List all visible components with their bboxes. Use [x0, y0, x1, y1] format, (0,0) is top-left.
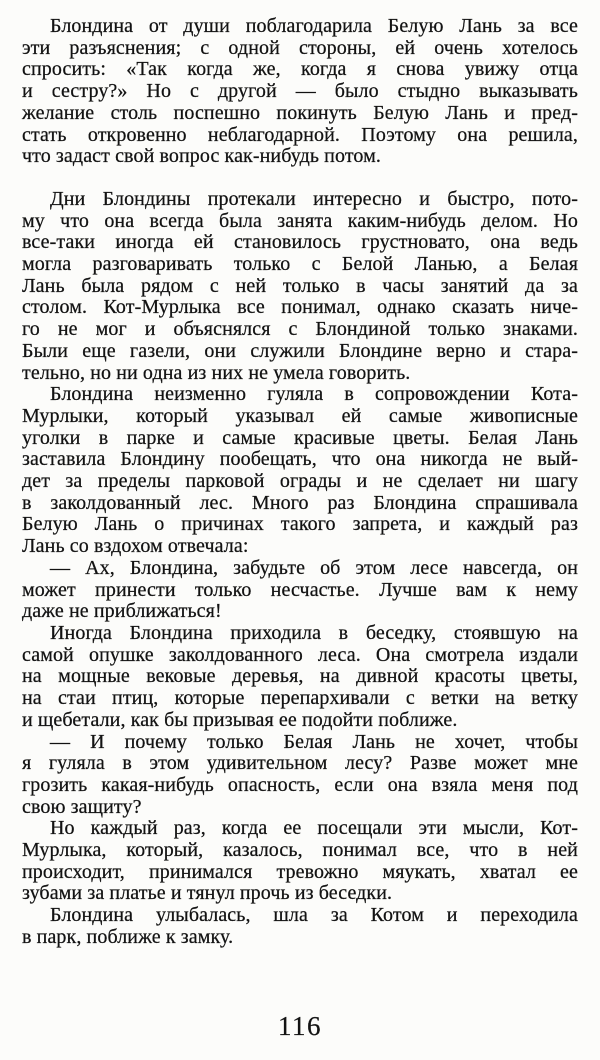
- text-line: зубами за платье и тянул прочь из беседки.: [22, 882, 393, 905]
- text-line: я гуляла в этом удивительном лесу? Разве может мне: [22, 752, 578, 775]
- text-line: спросить: «Так когда же, когда я снова увижу отца: [22, 58, 578, 81]
- paragraph-5: [22, 623, 578, 732]
- text-line: на мощные вековые деревья, на дивной красоты цветы,: [22, 665, 578, 688]
- text-line: уголки в парке и самые красивые цветы. Белая Лань: [22, 426, 578, 449]
- text-line: — И почему только Белая Лань не хочет, чтобы: [50, 730, 578, 753]
- text-line: может принести только несчастье. Лучше вам к нему: [22, 578, 578, 601]
- text-line: могла разговаривать только с Белой Ланью, а Белая: [22, 253, 578, 276]
- text-line: стать откровенно неблагодарной. Поэтому она решила,: [22, 123, 578, 146]
- text-line: Но каждый раз, когда ее посещали эти мысли, Кот-: [50, 817, 578, 840]
- text-line: Блондина неизменно гуляла в сопровождении Кота-: [50, 383, 578, 406]
- text-line: что задаст свой вопрос как-нибудь потом.: [22, 145, 381, 168]
- text-line: Мурлыки, который указывал ей самые живописные: [22, 404, 578, 427]
- paragraph-3: [22, 384, 578, 558]
- text-line: происходит, принимался тревожно мяукать, хватал ее: [22, 860, 578, 883]
- text-line: заставила Блондину пообещать, что она никогда не вый-: [22, 448, 578, 471]
- text-line: Блондина от души поблагодарила Белую Лань за все: [50, 15, 578, 37]
- text-line: Лань со вздохом отвечала:: [22, 535, 249, 558]
- text-line: в парк, поближе к замку.: [22, 925, 234, 948]
- text-line: в заколдованный лес. Много раз Блондина спрашивала: [22, 491, 578, 514]
- text-line: — Ах, Блондина, забудьте об этом лесе навсегда, он: [50, 556, 578, 579]
- paragraph-6-dialogue: [22, 732, 578, 819]
- text-line: го не мог и объяснялся с Блондиной только знаками.: [22, 318, 578, 341]
- paragraph-7: [22, 818, 578, 948]
- text-line: и сестру?» Но с другой — было стыдно выказывать: [22, 80, 578, 103]
- text-line: желание столь поспешно покинуть Белую Лань и пред-: [22, 101, 578, 124]
- text-line: Были еще газели, они служили Блондине верно и стара-: [22, 339, 578, 362]
- paragraph-2: [22, 189, 578, 384]
- page-number: 116: [278, 1011, 322, 1041]
- text-line: даже не приближаться!: [22, 600, 222, 623]
- text-line: все-таки иногда ей становилось грустновато, она ведь: [22, 231, 578, 254]
- text-line: грозить какая-нибудь опасность, если она взяла меня под: [22, 773, 578, 796]
- text-line: тельно, но ни одна из них не умела говорить.: [22, 361, 411, 384]
- text-line: и щебетали, как бы призывая ее подойти поближе.: [22, 708, 458, 731]
- paragraph-4-dialogue: [22, 558, 578, 623]
- text-line: столом. Кот-Мурлыка все понимал, однако сказать ниче-: [22, 296, 578, 319]
- text-line: дет за пределы парковой ограды и не сделает ни шагу: [22, 470, 578, 493]
- text-line: Белую Лань о причинах такого запрета, и каждый раз: [22, 513, 578, 536]
- text-line: Блондина улыбалась, шла за Котом и переходила: [50, 904, 578, 927]
- page-text-block: [22, 16, 578, 949]
- text-line: свою защиту?: [22, 795, 142, 818]
- text-line: самой опушке заколдованного леса. Она смотрела издали: [22, 643, 578, 666]
- text-line: Иногда Блондина приходила в беседку, стоявшую на: [50, 621, 578, 644]
- text-line: Лань была рядом с ней только в часы занятий да за: [22, 274, 578, 297]
- paragraph-1: [22, 16, 578, 168]
- text-line: му что она всегда была занята каким-нибудь делом. Но: [22, 209, 578, 232]
- text-line: эти разъяснения; с одной стороны, ей очень хотелось: [22, 36, 578, 59]
- text-line: Мурлыка, который, казалось, понимал все, что в ней: [22, 839, 578, 862]
- text-line: Дни Блондины протекали интересно и быстро, пото-: [50, 187, 578, 210]
- text-line: на стаи птиц, которые перепархивали с ветки на ветку: [22, 687, 578, 710]
